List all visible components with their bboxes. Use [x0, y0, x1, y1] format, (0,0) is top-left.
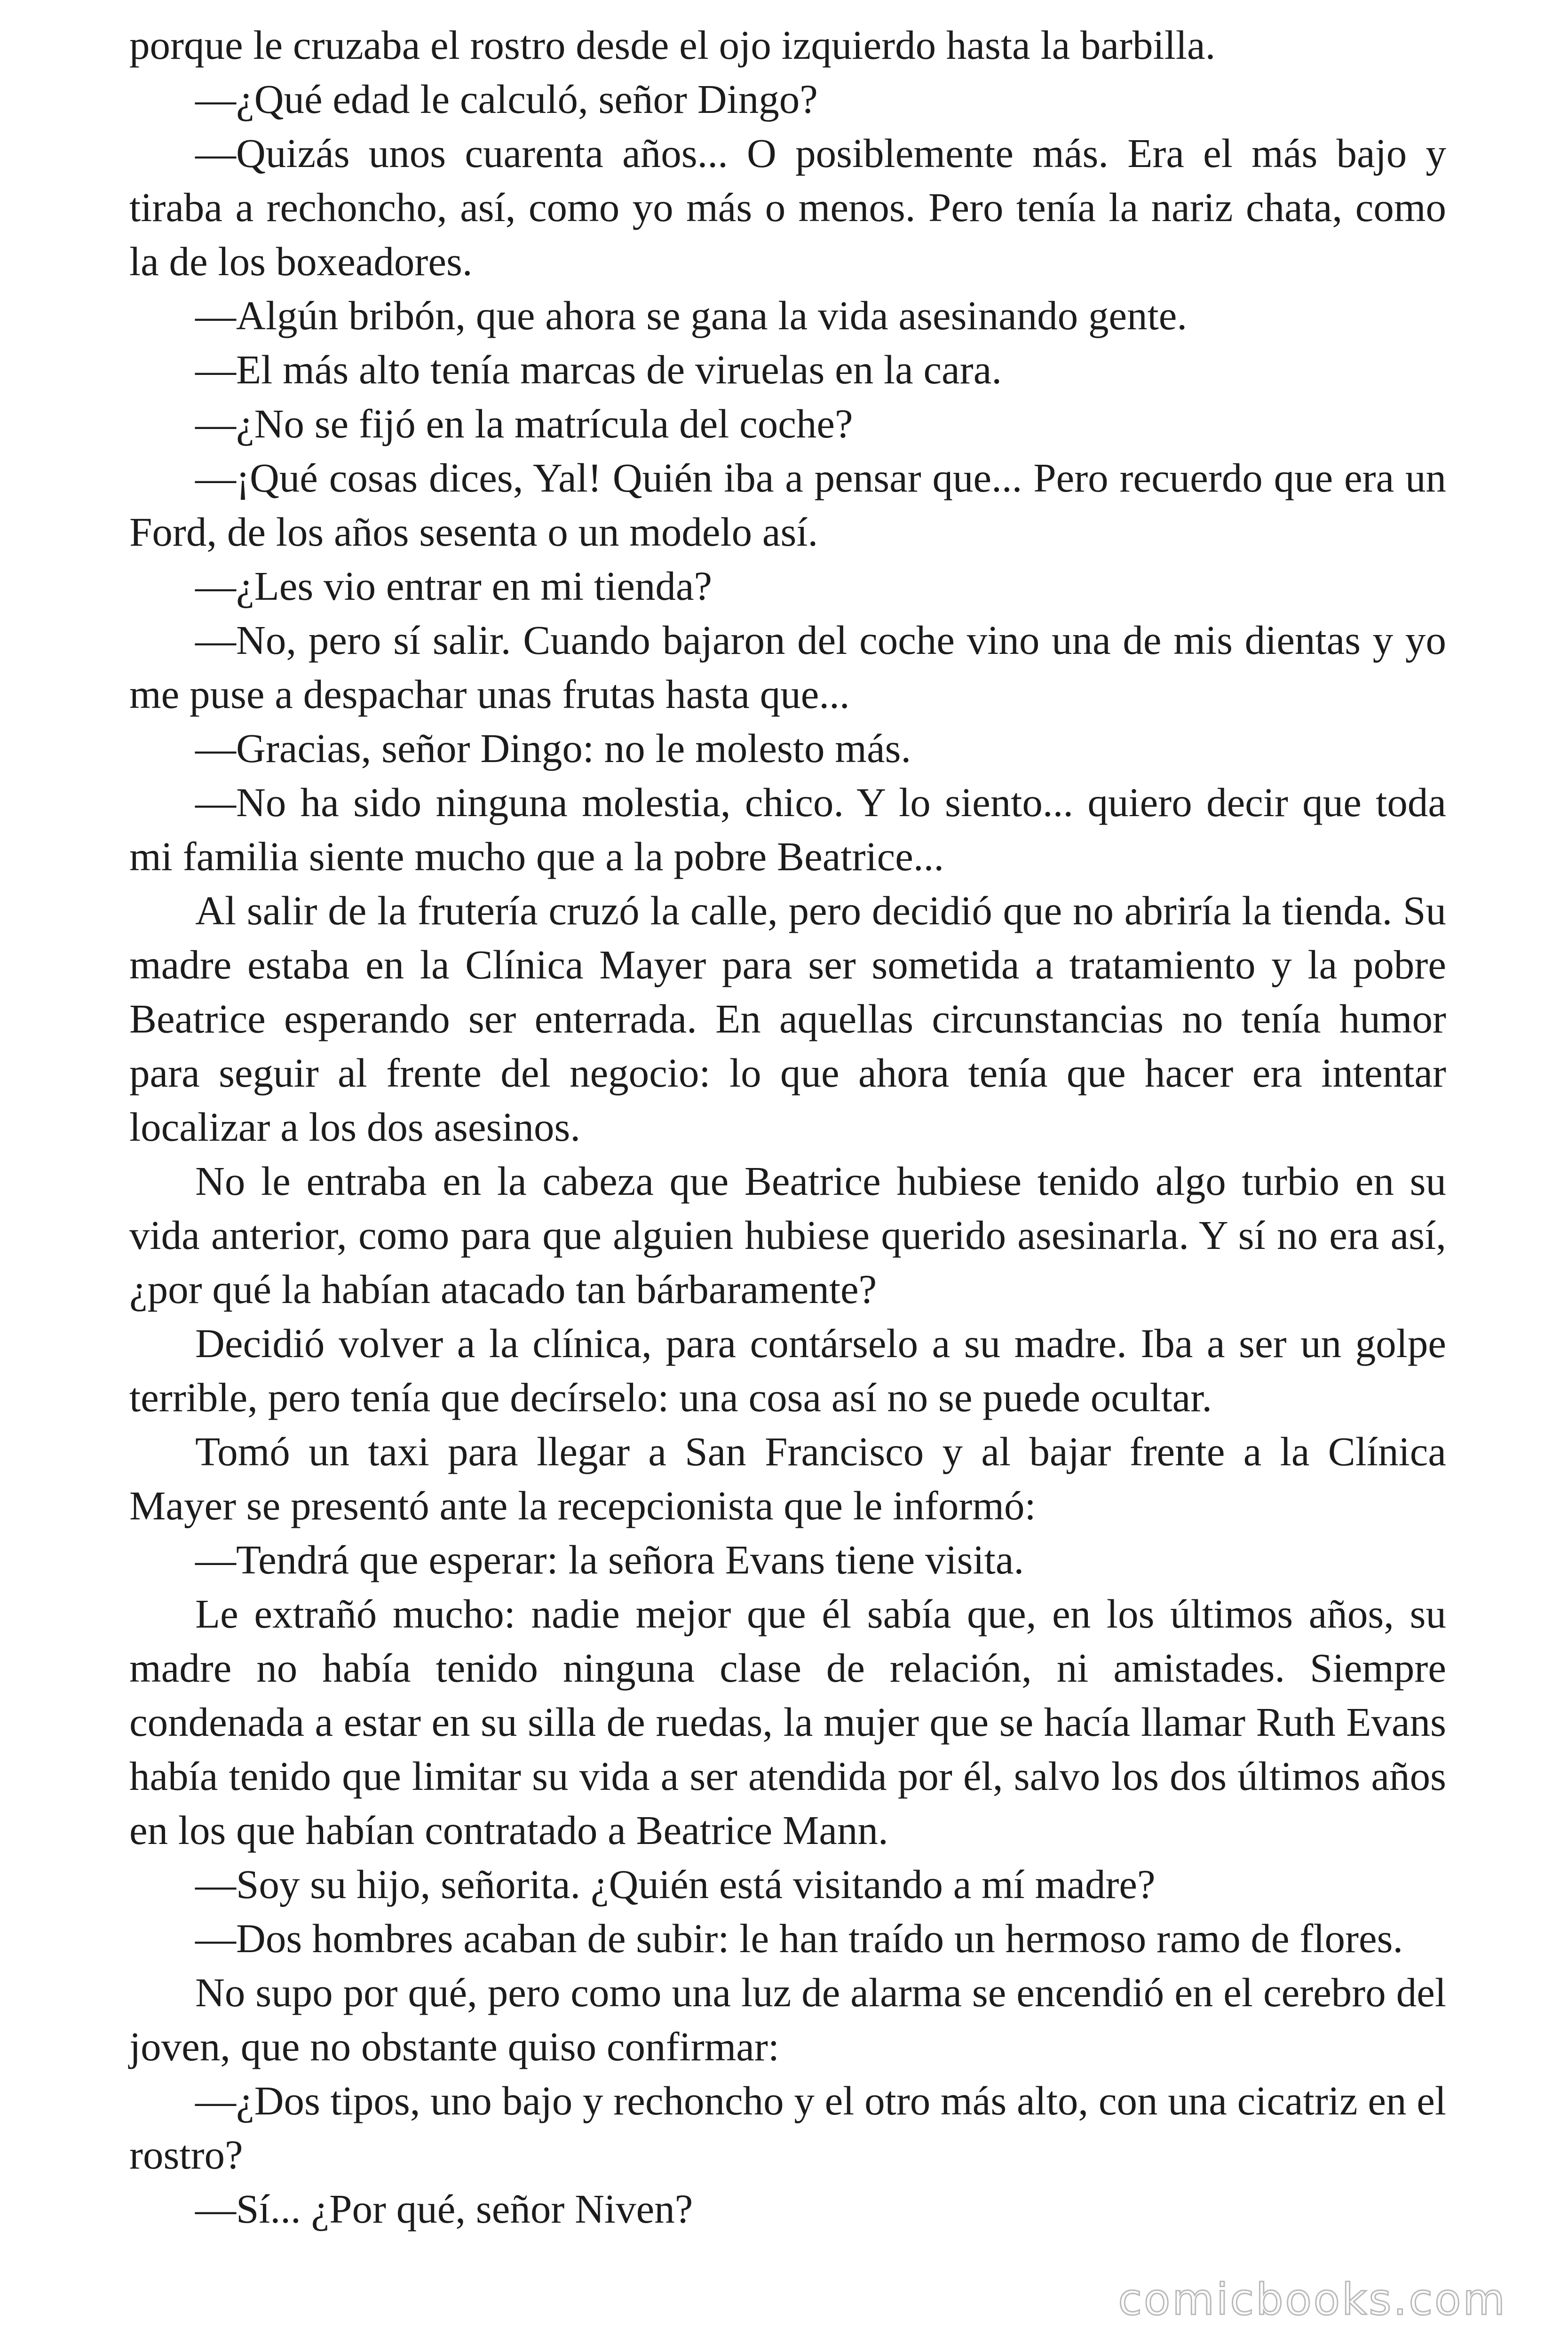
paragraph-2: —¿Qué edad le calculó, señor Dingo?: [195, 76, 818, 122]
paragraph-21: —¿Dos tipos, uno bajo y rechoncho y el otro más alto, con una cicatriz en el rostro?: [129, 2078, 1446, 2177]
paragraph-7: —¡Qué cosas dices, Yal! Quién iba a pensar que... Pero recuerdo que era un Ford, de los años sesenta o un modelo así.: [129, 455, 1446, 555]
watermark-text: comicbooks.com: [1118, 2274, 1507, 2325]
paragraph-22: —Sí... ¿Por qué, señor Niven?: [195, 2186, 693, 2232]
paragraph-8: —¿Les vio entrar en mi tienda?: [195, 563, 713, 609]
paragraph-11: —No ha sido ninguna molestia, chico. Y lo siento... quiero decir que toda mi familia siente mucho que a la pobre Beatrice...: [129, 779, 1446, 879]
paragraph-10: —Gracias, señor Dingo: no le molesto más.: [195, 725, 911, 771]
paragraph-3: —Quizás unos cuarenta años... O posiblemente más. Era el más bajo y tiraba a rechoncho, así, como yo más o menos. Pero tenía la nariz chata, como la de los boxeadores.: [129, 130, 1446, 284]
paragraph-19: —Dos hombres acaban de subir: le han traído un hermoso ramo de flores.: [195, 1915, 1403, 1961]
book-page-text: [129, 18, 1446, 2236]
paragraph-1: porque le cruzaba el rostro desde el ojo izquierdo hasta la barbilla.: [129, 22, 1216, 68]
paragraph-15: Tomó un taxi para llegar a San Francisco y al bajar frente a la Clínica Mayer se presentó ante la recepcionista que le informó:: [129, 1429, 1446, 1528]
paragraph-4: —Algún bribón, que ahora se gana la vida asesinando gente.: [195, 293, 1188, 338]
paragraph-12: Al salir de la frutería cruzó la calle, pero decidió que no abriría la tienda. Su madre estaba en la Clínica Mayer para ser sometida a tratamiento y la pobre Beatrice esperando ser enterrada. En aquellas circunstancias no tenía humor para seguir al frente del negocio: lo que ahora tenía que hacer era intentar localizar a los dos asesinos.: [129, 888, 1446, 1150]
paragraph-20: No supo por qué, pero como una luz de alarma se encendió en el cerebro del joven, que no obstante quiso confirmar:: [129, 1970, 1446, 2069]
paragraph-6: —¿No se fijó en la matrícula del coche?: [195, 401, 853, 446]
paragraph-14: Decidió volver a la clínica, para contárselo a su madre. Iba a ser un golpe terrible, pero tenía que decírselo: una cosa así no se puede ocultar.: [129, 1320, 1446, 1420]
paragraph-18: —Soy su hijo, señorita. ¿Quién está visitando a mí madre?: [195, 1861, 1156, 1907]
paragraph-13: No le entraba en la cabeza que Beatrice hubiese tenido algo turbio en su vida anterior, como para que alguien hubiese querido asesinarla. Y sí no era así, ¿por qué la habían atacado tan bárbaramente?: [129, 1158, 1446, 1312]
paragraph-17: Le extrañó mucho: nadie mejor que él sabía que, en los últimos años, su madre no había tenido ninguna clase de relación, ni amistades. Siempre condenada a estar en su silla de ruedas, la mujer que se hacía llamar Ruth Evans había tenido que limitar su vida a ser atendida por él, salvo los dos últimos años en los que habían contratado a Beatrice Mann.: [129, 1591, 1446, 1853]
paragraph-5: —El más alto tenía marcas de viruelas en la cara.: [195, 347, 1002, 392]
paragraph-9: —No, pero sí salir. Cuando bajaron del coche vino una de mis dientas y yo me puse a despachar unas frutas hasta que...: [129, 617, 1446, 717]
paragraph-16: —Tendrá que esperar: la señora Evans tiene visita.: [195, 1537, 1024, 1582]
